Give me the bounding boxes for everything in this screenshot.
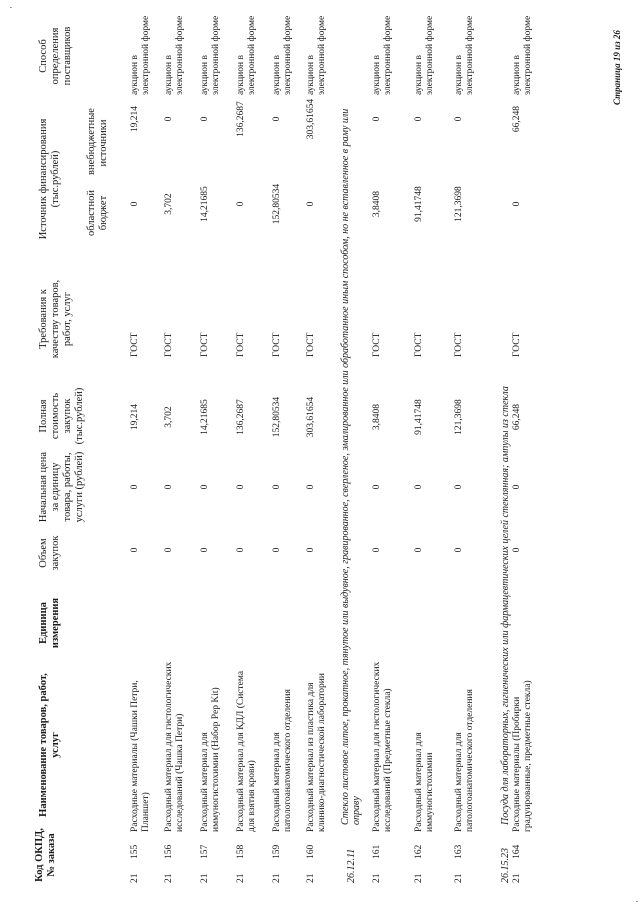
row-price: 0	[306, 484, 316, 490]
row-code: 21	[454, 873, 464, 883]
page-footer: Страница 19 из 26	[612, 30, 622, 105]
header-method: Способ определения поставщиков	[38, 26, 73, 86]
row-method: аукцион в электронной форме	[512, 15, 533, 95]
header-name: Наименование товаров, работ, услуг	[38, 673, 61, 817]
row-extra-budget: 136,2687	[236, 101, 246, 137]
row-regional-budget: 0	[236, 201, 246, 207]
row-total: 91,41748	[414, 399, 424, 435]
scan-mark: ·	[632, 900, 642, 903]
row-requirements: ГОСТ	[236, 332, 246, 357]
row-price: 0	[236, 484, 246, 490]
row-method: аукцион в электронной форме	[306, 15, 327, 95]
row-regional-budget: 152,80534	[272, 183, 282, 225]
row-number: 163	[454, 844, 464, 859]
row-name: Расходный материал для иммуногистохимии (Набор Pep Kit)	[200, 687, 221, 832]
row-volume: 0	[414, 547, 424, 553]
row-total: 19,214	[130, 403, 140, 431]
row-code: 21	[200, 873, 210, 883]
header-source: Источник финансирования (тыс.рублей)	[38, 118, 61, 240]
row-volume: 0	[236, 547, 246, 553]
row-volume: 0	[512, 547, 522, 553]
row-name: Расходный материал для КДЛ (Система для взятия крови)	[236, 670, 257, 832]
row-total: 14,21685	[200, 399, 210, 435]
row-regional-budget: 0	[512, 201, 522, 207]
row-number: 160	[306, 844, 316, 859]
row-number: 162	[414, 844, 424, 859]
row-number: 156	[164, 844, 174, 859]
row-number: 164	[512, 844, 522, 859]
header-source-extra: внебюджетные источники	[86, 108, 109, 175]
row-total: 152,80534	[272, 396, 282, 438]
row-regional-budget: 121,3698	[454, 186, 464, 222]
row-extra-budget: 0	[272, 116, 282, 122]
header-code: Код ОКПД, № заказа	[34, 828, 57, 882]
row-total: 3,8408	[372, 403, 382, 431]
row-name: Расходный материал для иммуногистохимии	[414, 732, 435, 832]
row-number: 161	[372, 844, 382, 859]
row-name: Расходный материал из пластика для клинико-диагностической лаборатории	[306, 673, 327, 832]
header-requirements: Требования к качеству товаров, работ, услуг	[38, 279, 73, 359]
row-volume: 0	[372, 547, 382, 553]
row-price: 0	[130, 484, 140, 490]
row-price: 0	[512, 484, 522, 490]
row-requirements: ГОСТ	[512, 332, 522, 357]
row-name: Расходный материал для патологоанатомического отделения	[454, 689, 475, 832]
row-extra-budget: 0	[164, 116, 174, 122]
header-volume: Объем закупок	[38, 535, 61, 571]
section-code: 26.15.23	[500, 848, 511, 883]
section-code: 26.12.11	[346, 848, 357, 883]
row-price: 0	[414, 484, 424, 490]
row-number: 157	[200, 844, 210, 859]
row-name: Расходные материалы (Чашки Петри, Планшет)	[130, 680, 151, 832]
row-requirements: ГОСТ	[130, 332, 140, 357]
scan-mark: ·	[6, 6, 16, 9]
row-volume: 0	[306, 547, 316, 553]
row-total: 121,3698	[454, 399, 464, 435]
row-price: 0	[200, 484, 210, 490]
row-code: 21	[512, 873, 522, 883]
row-name: Расходные материалы (Пробирки градуированные, предметные стекла)	[512, 680, 533, 832]
row-code: 21	[414, 873, 424, 883]
row-requirements: ГОСТ	[306, 332, 316, 357]
header-price: Начальная цена за единицу товара, работы, услуги (рублей)	[38, 451, 85, 523]
row-code: 21	[372, 873, 382, 883]
row-volume: 0	[164, 547, 174, 553]
header-unit: Единица измерения	[38, 597, 61, 649]
row-method: аукцион в электронной форме	[414, 15, 435, 95]
row-total: 3,702	[164, 406, 174, 428]
row-code: 21	[130, 873, 140, 883]
row-price: 0	[372, 484, 382, 490]
row-number: 155	[130, 844, 140, 859]
row-requirements: ГОСТ	[200, 332, 210, 357]
row-requirements: ГОСТ	[272, 332, 282, 357]
row-price: 0	[272, 484, 282, 490]
row-regional-budget: 0	[130, 201, 140, 207]
row-method: аукцион в электронной форме	[454, 15, 475, 95]
row-code: 21	[272, 873, 282, 883]
row-regional-budget: 91,41748	[414, 186, 424, 222]
row-code: 21	[306, 873, 316, 883]
row-code: 21	[236, 873, 246, 883]
header-total: Полная стоимость закупок (тыс.рублей)	[38, 387, 85, 445]
row-method: аукцион в электронной форме	[164, 15, 185, 95]
row-name: Расходный материал для патологоанатомического отделения	[272, 689, 293, 832]
row-method: аукцион в электронной форме	[272, 15, 293, 95]
row-requirements: ГОСТ	[454, 332, 464, 357]
row-price: 0	[164, 484, 174, 490]
row-extra-budget: 0	[200, 116, 210, 122]
row-volume: 0	[130, 547, 140, 553]
row-extra-budget: 0	[454, 116, 464, 122]
section-title: Стекло листовое литое, прокатное, тянутое или выдувное, гравированное, сверленое, эмалированное или обработанное иным способом, но не вставленное в раму или оправу	[340, 108, 362, 825]
row-total: 303,61654	[306, 396, 316, 438]
row-regional-budget: 14,21685	[200, 186, 210, 222]
row-extra-budget: 19,214	[130, 105, 140, 133]
row-method: аукцион в электронной форме	[236, 15, 257, 95]
row-regional-budget: 0	[306, 201, 316, 207]
header-source-regional: областной бюджет	[86, 190, 109, 236]
row-number: 159	[272, 844, 282, 859]
row-method: аукцион в электронной форме	[372, 15, 393, 95]
row-price: 0	[454, 484, 464, 490]
row-total: 136,2687	[236, 399, 246, 435]
row-volume: 0	[200, 547, 210, 553]
row-method: аукцион в электронной форме	[130, 15, 151, 95]
row-extra-budget: 66,248	[512, 105, 522, 133]
row-number: 158	[236, 844, 246, 859]
row-name: Расходный материал для гистологических исследований (Чашка Петри)	[164, 661, 185, 832]
row-requirements: ГОСТ	[414, 332, 424, 357]
row-requirements: ГОСТ	[164, 332, 174, 357]
row-extra-budget: 303,61654	[306, 98, 316, 140]
section-title: Посуда для лабораторных, гигиенических или фармацевтических целей стеклянная; ампулы из стекла	[500, 386, 511, 825]
row-requirements: ГОСТ	[372, 332, 382, 357]
row-code: 21	[164, 873, 174, 883]
row-extra-budget: 0	[372, 116, 382, 122]
row-name: Расходный материал для гистологических исследований (Предметные стекла)	[372, 661, 393, 832]
row-volume: 0	[454, 547, 464, 553]
row-method: аукцион в электронной форме	[200, 15, 221, 95]
row-total: 66,248	[512, 403, 522, 431]
row-regional-budget: 3,8408	[372, 190, 382, 218]
row-regional-budget: 3,702	[164, 193, 174, 215]
row-volume: 0	[272, 547, 282, 553]
row-extra-budget: 0	[414, 116, 424, 122]
